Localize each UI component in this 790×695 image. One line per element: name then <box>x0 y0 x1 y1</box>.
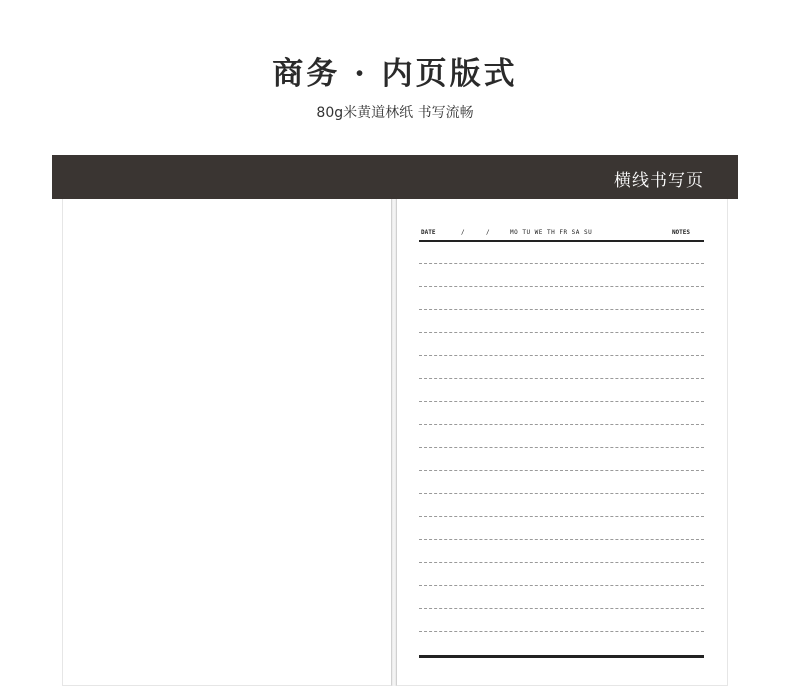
ruled-line <box>419 424 704 425</box>
header-rule <box>419 240 704 242</box>
date-slash: / <box>486 229 490 236</box>
ruled-line <box>419 401 704 402</box>
ruled-line <box>419 378 704 379</box>
ruled-line <box>419 608 704 609</box>
ruled-line <box>419 355 704 356</box>
page-title: 商务 · 内页版式 <box>272 56 518 92</box>
ruled-line <box>419 309 704 310</box>
section-banner <box>52 155 738 199</box>
left-page <box>62 199 392 686</box>
ruled-line <box>419 562 704 563</box>
date-slash: / <box>461 229 465 236</box>
ruled-line <box>419 447 704 448</box>
footer-rule <box>419 655 704 658</box>
notes-label: NOTES <box>671 229 690 236</box>
ruled-line <box>419 470 704 471</box>
ruled-line <box>419 516 704 517</box>
banner-label: 横线书写页 <box>614 171 704 191</box>
page-header-row <box>419 229 703 239</box>
ruled-line <box>419 332 704 333</box>
ruled-line <box>419 631 704 632</box>
ruled-line <box>419 539 704 540</box>
page-subtitle: 80g米黄道林纸 书写流畅 <box>316 105 474 121</box>
ruled-line <box>419 286 704 287</box>
ruled-line <box>419 585 704 586</box>
ruled-line <box>419 493 704 494</box>
right-page <box>396 199 728 686</box>
weekday-labels: MO TU WE TH FR SA SU <box>510 229 593 236</box>
ruled-line <box>419 263 704 264</box>
date-label: DATE <box>421 229 436 236</box>
